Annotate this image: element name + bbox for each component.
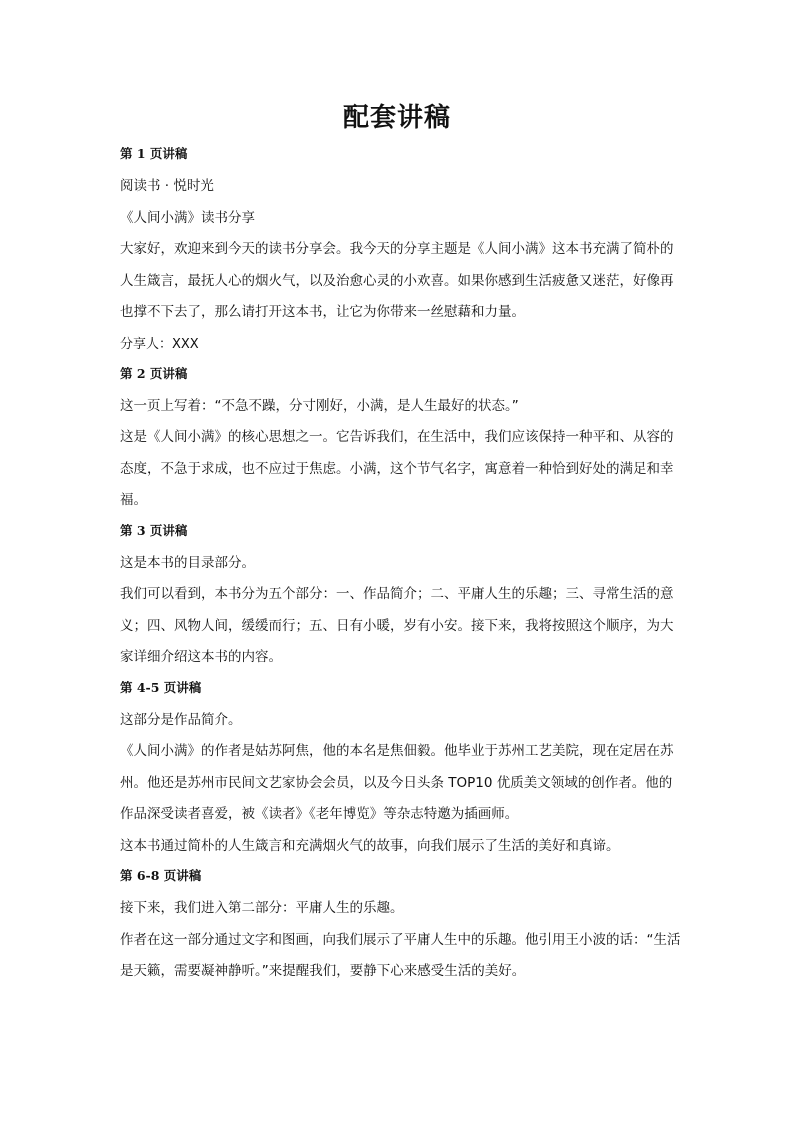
section-heading: 第 6-8 页讲稿 bbox=[120, 868, 202, 883]
paragraph: 大家好，欢迎来到今天的读书分享会。我今天的分享主题是《人间小满》这本书充满了简朴的人生箴言，最抚人心的烟火气，以及治愈心灵的小欢喜。如果你感到生活疲惫又迷茫，好像再也撑不下去了，那么请打开这本书，让它为你带来一丝慰藉和力量。 bbox=[120, 241, 674, 320]
paragraph: 《人间小满》的作者是姑苏阿焦，他的本名是焦佃毅。他毕业于苏州工艺美院，现在定居在苏州。他还是苏州市民间文艺家协会会员，以及今日头条 TOP10 优质美文领域的创作者。他的作品深受读者喜爱，被《读者》《老年博览》等杂志特邀为插画师。 bbox=[120, 743, 674, 822]
paragraph: 这是本书的目录部分。 bbox=[120, 554, 255, 571]
paragraph: 这一页上写着：“不急不躁，分寸刚好，小满，是人生最好的状态。” bbox=[120, 397, 519, 414]
paragraph: 接下来，我们进入第二部分：平庸人生的乐趣。 bbox=[120, 900, 404, 916]
section-page-4-5 bbox=[120, 674, 685, 863]
document-title: 配套讲稿 bbox=[342, 103, 451, 133]
section-heading: 第 3 页讲稿 bbox=[120, 522, 188, 538]
paragraph: 这是《人间小满》的核心思想之一。它告诉我们，在生活中，我们应该保持一种平和、从容的态度，不急于求成，也不应过于焦虑。小满，这个节气名字，寓意着一种恰到好处的满足和幸福。 bbox=[120, 429, 674, 508]
paragraph: 阅读书 · 悦时光 bbox=[120, 178, 214, 194]
sharer-line: 分享人：XXX bbox=[120, 336, 199, 352]
section-heading: 第 4-5 页讲稿 bbox=[120, 679, 202, 695]
paragraph: 这本书通过简朴的人生箴言和充满烟火气的故事，向我们展示了生活的美好和真谛。 bbox=[120, 837, 620, 854]
paragraph: 这部分是作品简介。 bbox=[120, 711, 242, 728]
section-page-1 bbox=[120, 140, 685, 358]
section-page-6-8 bbox=[120, 862, 685, 988]
section-heading: 第 1 页讲稿 bbox=[120, 146, 188, 161]
paragraph: 我们可以看到，本书分为五个部分：一、作品简介；二、平庸人生的乐趣；三、寻常生活的意义；四、风物人间，缓缓而行；五、日有小暖，岁有小安。接下来，我将按照这个顺序，为大家详细介绍这本书的内容。 bbox=[120, 586, 674, 665]
section-heading: 第 2 页讲稿 bbox=[120, 365, 188, 381]
paragraph: 《人间小满》读书分享 bbox=[120, 209, 255, 226]
paragraph: 作者在这一部分通过文字和图画，向我们展示了平庸人生中的乐趣。他引用王小波的话：“生活是天籁，需要凝神静听。”来提醒我们，要静下心来感受生活的美好。 bbox=[120, 931, 681, 979]
section-page-2 bbox=[120, 360, 685, 517]
section-page-3 bbox=[120, 517, 685, 674]
document-body bbox=[120, 140, 685, 988]
